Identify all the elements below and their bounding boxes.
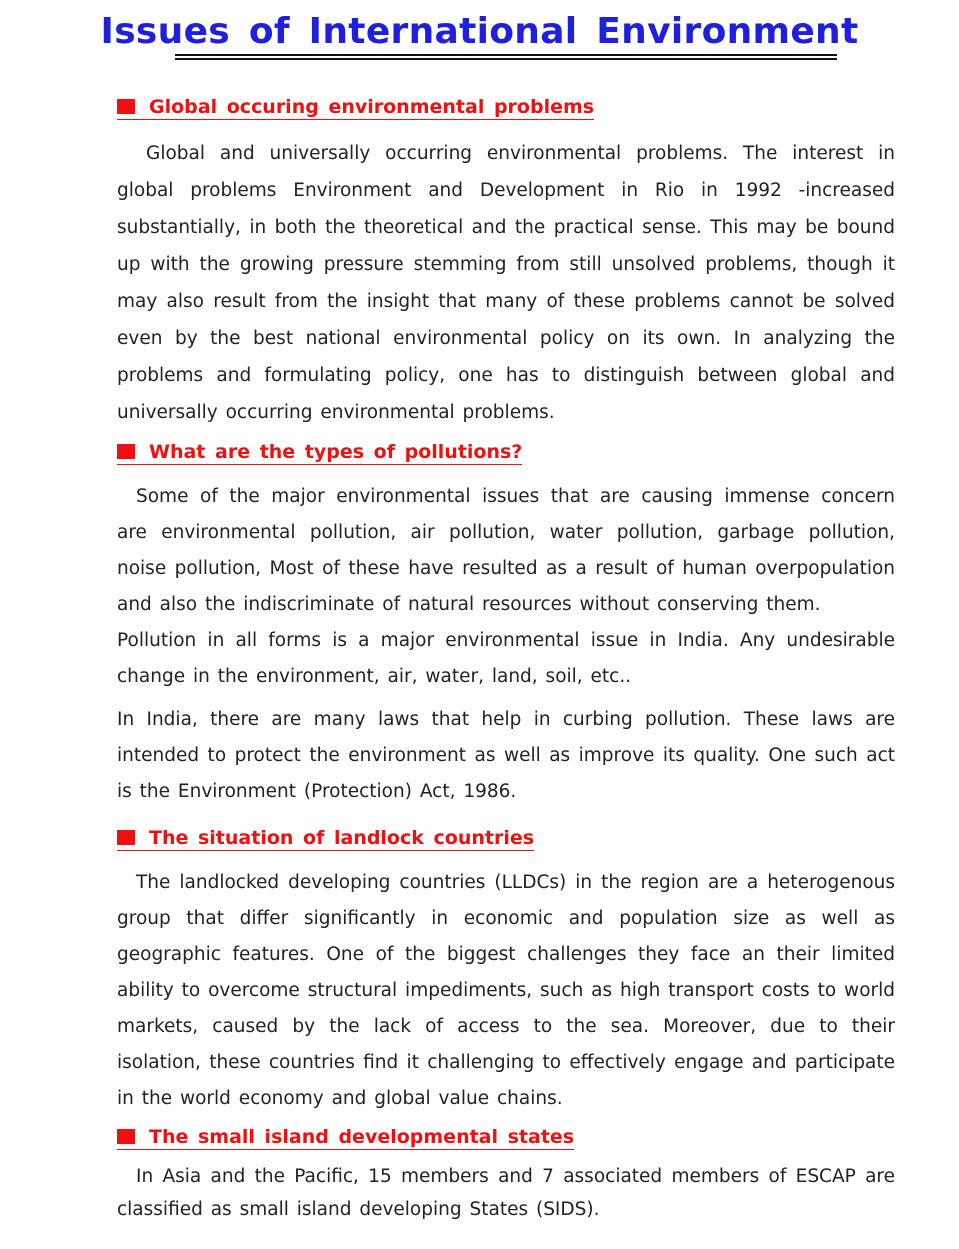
- paragraph: Pollution in all forms is a major environmental issue in India. Any undesirable change in the environment, air, water, land, soil, etc..: [117, 630, 895, 687]
- section-heading-text: Global occuring environmental problems: [149, 96, 595, 118]
- section-heading-small-island: [117, 1125, 574, 1150]
- red-square-icon: [117, 99, 135, 114]
- section-heading-landlock: [117, 826, 534, 851]
- paragraph: Global and universally occurring environmental problems. The interest in global problems Environment and Development in Rio in 1992 -increased substantially, in both the theoretical and the practical sense. This may be bound up with the growing pressure stemming from still unsolved problems, though it may also result from the insight that many of these problems cannot be solved even by the best national environmental policy on its own. In analyzing the problems and formulating policy, one has to distinguish between global and universally occurring environmental problems.: [117, 143, 895, 423]
- paragraph: The landlocked developing countries (LLDCs) in the region are a heterogenous group that differ significantly in economic and population size as well as geographic features. One of the biggest challenges they face an their limited ability to overcome structural impediments, such as high transport costs to world markets, caused by the lack of access to the sea. Moreover, due to their isolation, these countries find it challenging to effectively engage and participate in the world economy and global value chains.: [117, 872, 895, 1109]
- title-double-underline: [175, 54, 837, 60]
- paragraph: In India, there are many laws that help in curbing pollution. These laws are intended to protect the environment as well as improve its quality. One such act is the Environment (Protection) Act, 1986.: [117, 709, 895, 802]
- section-heading-pollution-types: [117, 440, 522, 465]
- section-heading-global-problems: [117, 95, 594, 120]
- red-square-icon: [117, 444, 135, 459]
- section-heading-text: The situation of landlock countries: [149, 827, 535, 849]
- red-square-icon: [117, 830, 135, 845]
- section-heading-text: What are the types of pollutions?: [149, 441, 523, 463]
- red-square-icon: [117, 1129, 135, 1144]
- paragraph: Some of the major environmental issues that are causing immense concern are environmental pollution, air pollution, water pollution, garbage pollution, noise pollution, Most of these have resulted as a result of human overpopulation and also the indiscriminate of natural resources without conserving them.: [117, 486, 895, 615]
- page-title: Issues of International Environment: [100, 11, 859, 52]
- paragraph: In Asia and the Pacific, 15 members and 7 associated members of ESCAP are classified as small island developing States (SIDS).: [117, 1166, 895, 1220]
- section-heading-text: The small island developmental states: [149, 1126, 575, 1148]
